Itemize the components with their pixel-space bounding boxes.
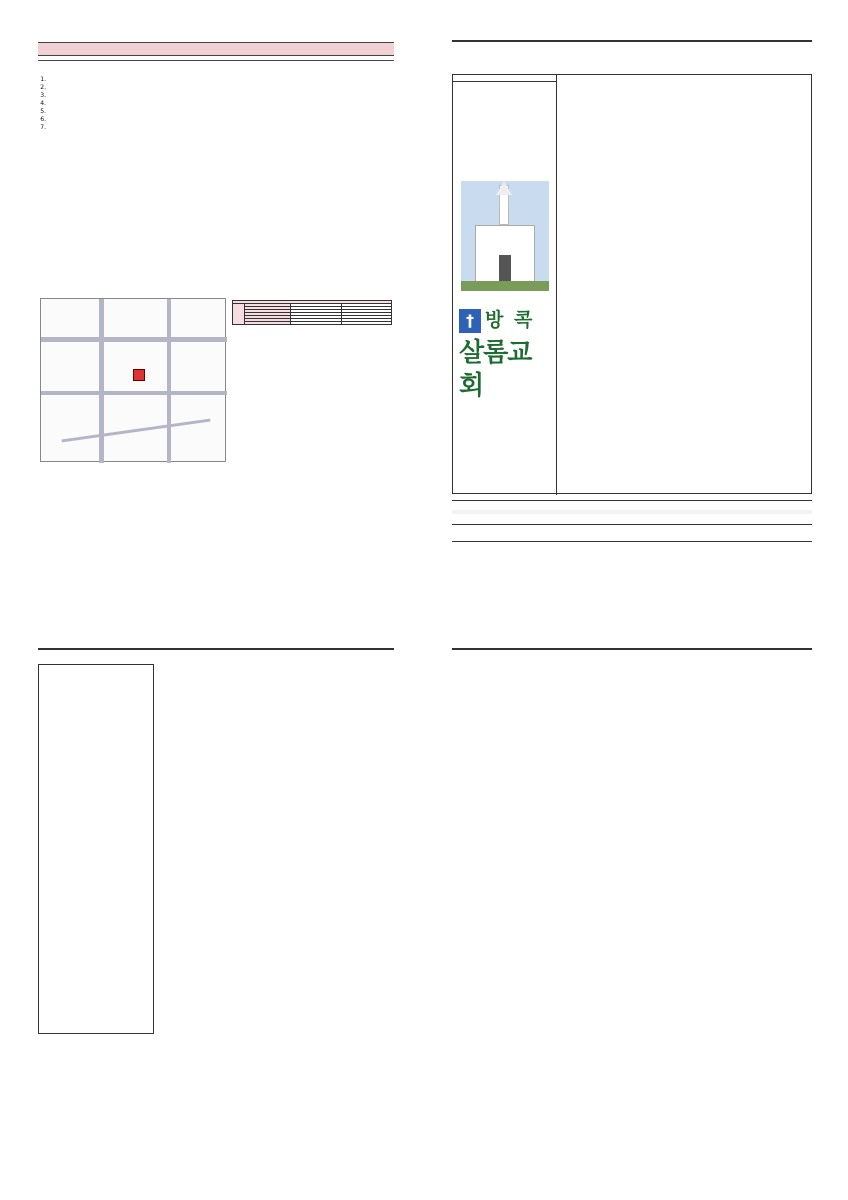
news-item xyxy=(48,124,216,132)
cross-icon: † xyxy=(459,309,481,333)
church-news-panel xyxy=(38,42,394,562)
schedule-side-label xyxy=(233,304,245,325)
worship-frame xyxy=(452,74,812,494)
church-photo xyxy=(461,181,549,291)
devotion-panel xyxy=(38,646,394,1166)
worship-quote xyxy=(452,38,812,42)
schedule-time xyxy=(291,322,342,325)
column-body xyxy=(452,658,812,1050)
news-item xyxy=(48,100,216,108)
article xyxy=(160,664,394,986)
column-panel xyxy=(452,646,812,1166)
news-left-column xyxy=(38,76,216,134)
schedule-table xyxy=(232,300,392,325)
news-list xyxy=(38,76,216,131)
meeting-schedule xyxy=(232,300,392,325)
schedule-name xyxy=(245,322,291,325)
article-body xyxy=(160,668,394,986)
news-item xyxy=(48,92,216,100)
logo-bottom: 살롬교회 xyxy=(459,338,532,401)
staff-line xyxy=(452,496,812,501)
column-quote xyxy=(452,646,812,650)
church-logo xyxy=(459,309,551,401)
schedule-row xyxy=(233,322,392,325)
news-item xyxy=(48,76,216,84)
address-line xyxy=(452,524,812,529)
news-title xyxy=(38,42,394,56)
logo-top: 방 콕 xyxy=(485,309,535,331)
news-item xyxy=(48,84,216,92)
devotion-quote xyxy=(38,646,394,650)
order-column xyxy=(563,77,807,90)
homepage-line xyxy=(452,510,812,514)
schedule-place xyxy=(341,322,392,325)
news-right-column xyxy=(222,76,394,79)
church-marker-icon xyxy=(133,369,145,381)
church-map xyxy=(40,298,226,462)
welcome-banner xyxy=(38,56,394,61)
news-item xyxy=(48,108,216,116)
church-brand-column xyxy=(453,75,557,495)
news-item xyxy=(48,116,216,124)
phone-line xyxy=(452,537,812,542)
church-motto xyxy=(453,82,556,94)
worship-order-panel xyxy=(452,38,812,564)
daily-reading-box xyxy=(38,664,154,1034)
